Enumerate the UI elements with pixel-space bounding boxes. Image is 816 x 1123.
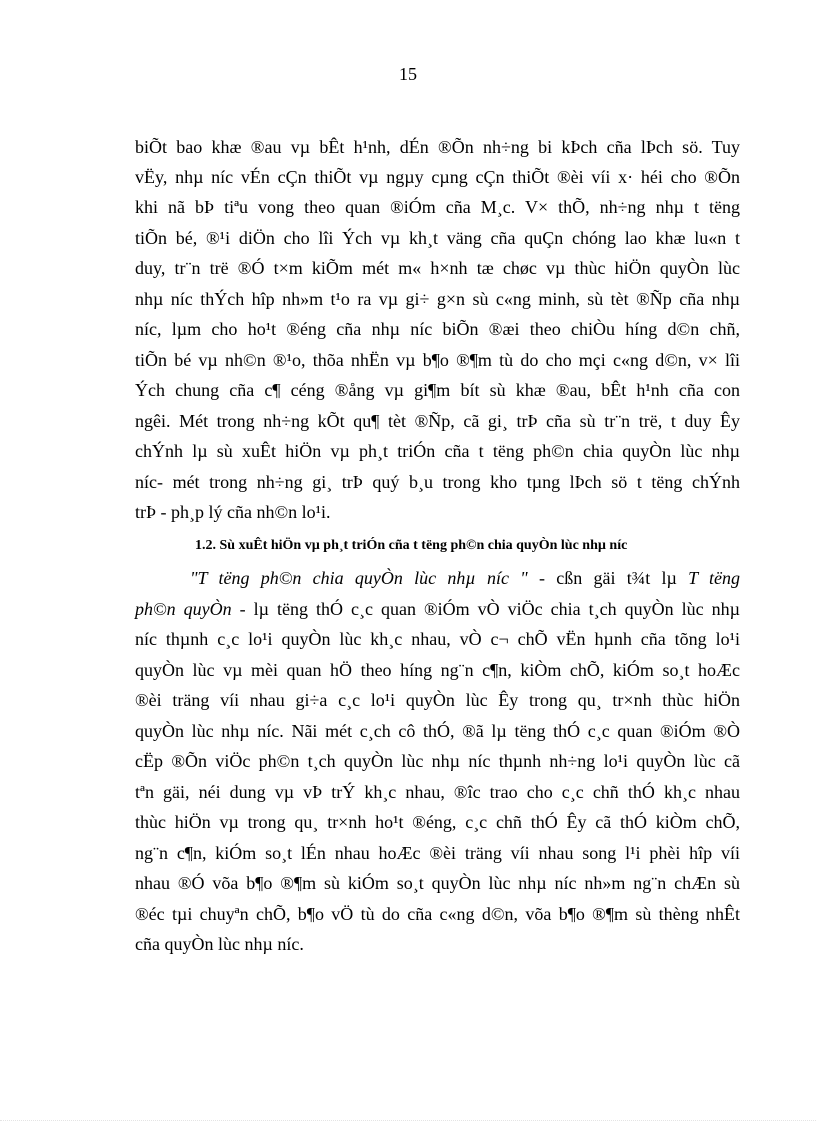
text-line: thùc hiÖn vµ trong qu¸ tr×nh ho¹t ®éng, c¸c chñ thÓ Êy cã thÓ kiÒm chÕ,	[135, 812, 740, 832]
text-line: quyÒn lùc vµ mèi quan hÖ theo híng ng¨n c¶n, kiÒm chÕ, kiÓm so¸t hoÆc	[135, 660, 740, 680]
text-line: tiÕn bé, ®¹i diÖn cho lîi Ých vµ kh¸t väng cña quÇn chóng lao khæ lu«n t	[135, 228, 740, 248]
text-line: nhau ®Ó võa b¶o ®¶m sù kiÓm so¸t quyÒn lùc nhµ níc nh»m ng¨n chÆn sù	[135, 873, 740, 893]
text-line: chÝnh lµ sù xuÊt hiÖn vµ ph¸t triÓn cña t tëng ph©n chia quyÒn lùc nhµ	[135, 441, 740, 461]
text-line: tªn gäi, néi dung vµ vÞ trÝ kh¸c nhau, ®îc trao cho c¸c chñ thÓ kh¸c nhau	[135, 782, 740, 802]
text-line: tiÕn bé vµ nh©n ®¹o, thõa nhËn vµ b¶o ®¶m tù do cho mçi c«ng d©n, v× lîi	[135, 350, 740, 370]
text-line: biÕt bao khæ ®au vµ bÊt h¹nh, dÉn ®Õn nh÷ng bi kÞch cña lÞch sö. Tuy	[135, 137, 740, 157]
text-line: níc, lµm cho ho¹t ®éng cña nhµ níc biÕn ®æi theo chiÒu híng d©n chñ,	[135, 319, 740, 339]
text-line: duy, tr¨n trë ®Ó t×m kiÕm mét m« h×nh tæ chøc vµ thùc hiÖn quyÒn lùc	[135, 258, 740, 278]
term-italic: "T tëng ph©n chia quyÒn lùc nhµ níc "	[190, 568, 528, 588]
page-edge-divider	[0, 1120, 816, 1121]
term-italic: T tëng	[688, 568, 740, 588]
text-line: nhµ níc thÝch hîp nh»m t¹o ra vµ gi÷ g×n sù c«ng minh, sù tèt ®Ñp cña nhµ	[135, 289, 740, 309]
text-line: ®éc tµi chuyªn chÕ, b¶o vÖ tù do cña c«ng d©n, võa b¶o ®¶m sù thèng nhÊt	[135, 904, 740, 924]
text-line: cña quyÒn lùc nhµ níc.	[135, 934, 304, 954]
text-line: Ých chung cña c¶ céng ®ång vµ gi¶m bít sù khæ ®au, bÊt h¹nh cña con	[135, 380, 740, 400]
section-heading: 1.2. Sù xuÊt hiÖn vµ ph¸t triÓn cña t tëng ph©n chia quyÒn lùc nhµ níc	[195, 538, 628, 553]
text-span: - lµ tëng thÓ c¸c quan ®iÓm vÒ viÖc chia t¸ch quyÒn lùc nhµ	[231, 599, 740, 619]
text-line: níc- mét trong nh÷ng gi¸ trÞ quý b¸u trong kho tµng lÞch sö t tëng chÝnh	[135, 472, 740, 492]
text-line: níc thµnh c¸c lo¹i quyÒn lùc kh¸c nhau, vÒ c¬ chÕ vËn hµnh cña tõng lo¹i	[135, 629, 740, 649]
text-line	[190, 563, 740, 593]
text-line: vËy, nhµ níc vÉn cÇn thiÕt vµ ngµy cµng cÇn thiÕt ®èi víi x· héi cho ®Õn	[135, 167, 740, 187]
text-line: ng¨n c¶n, kiÓm so¸t lÉn nhau hoÆc ®èi träng víi nhau song l¹i phèi hîp víi	[135, 843, 740, 863]
text-line: trÞ - ph¸p lý cña nh©n lo¹i.	[135, 502, 331, 522]
text-line: khi nã bÞ tiªu vong theo quan ®iÓm cña M¸c. V× thÕ, nh÷ng nhµ t tëng	[135, 197, 740, 217]
text-line: quyÒn lùc nhµ níc. Nãi mét c¸ch cô thÓ, ®ã lµ tëng thÓ c¸c quan ®iÓm ®Ò	[135, 721, 740, 741]
text-line: ®èi träng víi nhau gi÷a c¸c lo¹i quyÒn lùc Êy trong qu¸ tr×nh thùc hiÖn	[135, 690, 740, 710]
text-span: - cßn gäi t¾t lµ	[527, 568, 689, 588]
term-italic: ph©n quyÒn	[135, 599, 232, 619]
text-line: cËp ®Õn viÖc ph©n t¸ch quyÒn lùc nhµ níc thµnh nh÷ng lo¹i quyÒn lùc cã	[135, 751, 740, 771]
page-number: 15	[399, 64, 417, 84]
text-line	[135, 594, 740, 624]
text-line: ngêi. Mét trong nh÷ng kÕt qu¶ tèt ®Ñp, cã gi¸ trÞ cña sù tr¨n trë, t duy Êy	[135, 411, 740, 431]
